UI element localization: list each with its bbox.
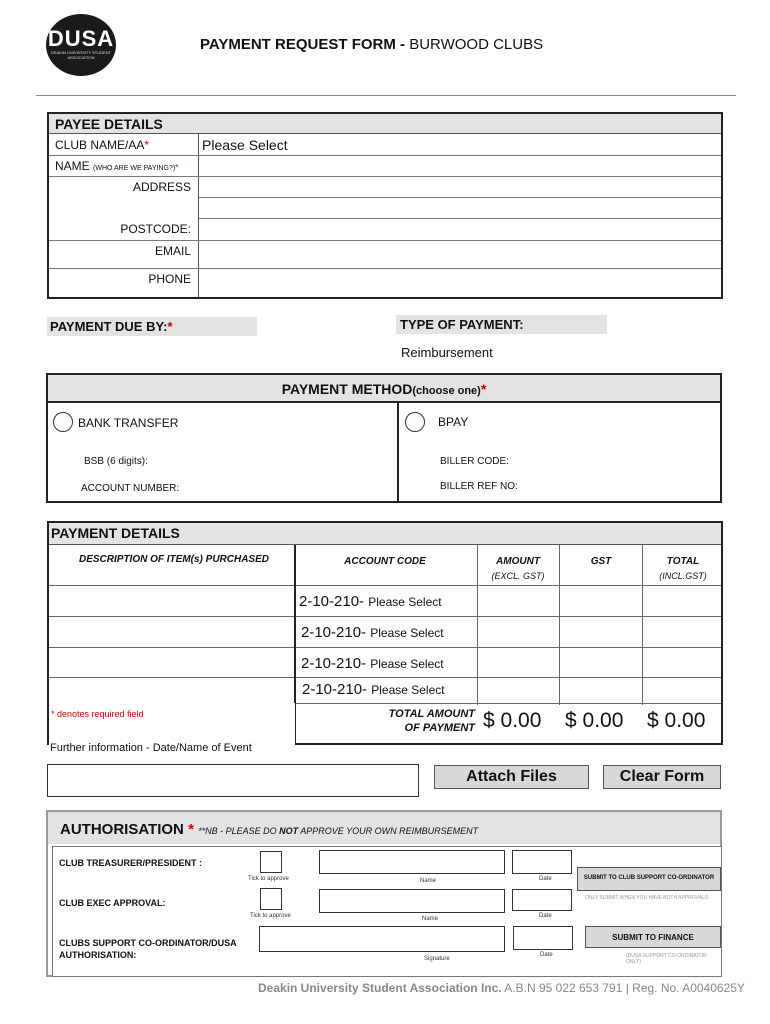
treasurer-label: CLUB TREASURER/PRESIDENT : xyxy=(59,858,203,868)
signature-caption: Signature xyxy=(424,956,450,962)
nb-post: APPROVE YOUR OWN REIMBURSEMENT xyxy=(300,826,479,836)
col-description: DESCRIPTION OF ITEM(s) PURCHASED xyxy=(78,554,269,565)
support-label-line-1: CLUBS SUPPORT CO-ORDINATOR/DUSA xyxy=(59,938,237,948)
email-field[interactable] xyxy=(199,241,721,268)
treasurer-date-field[interactable] xyxy=(512,850,572,874)
dusa-logo xyxy=(46,14,116,76)
grid-line xyxy=(642,545,643,705)
name-label-text: NAME xyxy=(55,159,90,173)
support-label-line-2: AUTHORISATION: xyxy=(59,950,137,960)
code-prefix: 2-10-210- xyxy=(299,593,365,610)
date-caption: Date xyxy=(539,876,552,882)
club-name-label xyxy=(55,138,149,152)
logo-text: DUSA xyxy=(47,26,115,51)
code-prefix: 2-10-210- xyxy=(302,681,368,698)
payee-header: PAYEE DETAILS xyxy=(49,114,721,134)
exec-date-field[interactable] xyxy=(512,889,572,911)
submit-finance-note: (DUSA SUPPORT CO-ORDINATOR ONLY) xyxy=(626,953,707,965)
nb-pre: **NB - PLEASE DO xyxy=(198,826,277,836)
payment-method-section xyxy=(46,373,722,503)
logo-subtext: DEAKIN UNIVERSITY STUDENT ASSOCIATION xyxy=(51,50,111,60)
grid-line xyxy=(49,585,721,586)
footer-abn: A.B.N 95 022 653 791 | Reg. No. A0040625Y xyxy=(504,981,745,995)
bpay-radio[interactable] xyxy=(405,412,425,432)
col-account-code: ACCOUNT CODE xyxy=(344,556,426,567)
submit-coordinator-note: ONLY SUBMIT WHEN YOU HAVE BOTH APPROVALS xyxy=(585,895,709,901)
account-code-2[interactable] xyxy=(301,624,444,641)
total-amount-value: $ 0.00 xyxy=(483,709,542,732)
club-name-label-text: CLUB NAME/AA xyxy=(55,138,145,152)
bsb-label: BSB (6 digits): xyxy=(84,456,148,467)
club-name-select[interactable]: Please Select xyxy=(202,137,288,153)
footer xyxy=(258,981,745,995)
col-gst: GST xyxy=(590,556,612,567)
col-amount: AMOUNT xyxy=(496,556,540,567)
description-field-2[interactable] xyxy=(51,618,293,646)
code-prefix: 2-10-210- xyxy=(301,655,367,672)
payment-due-by-field[interactable] xyxy=(47,317,257,336)
support-label xyxy=(59,937,237,961)
auth-nb xyxy=(198,826,478,836)
required-mark: * xyxy=(167,319,173,334)
treasurer-name-field[interactable] xyxy=(319,850,505,874)
tick-label: Tick to approve xyxy=(250,913,291,919)
description-field-3[interactable] xyxy=(51,649,293,676)
authorisation-title: AUTHORISATION xyxy=(60,821,184,838)
authorisation-section xyxy=(46,810,722,977)
biller-ref-label: BILLER REF NO: xyxy=(440,481,518,492)
further-info-label: Further information - Date/Name of Event xyxy=(50,742,252,754)
support-date-field[interactable] xyxy=(513,926,573,950)
total-label xyxy=(349,707,475,735)
footer-org: Deakin University Student Association Inc. xyxy=(258,981,502,995)
treasurer-approve-checkbox[interactable] xyxy=(260,851,282,873)
grid-line xyxy=(49,647,721,648)
required-mark: * xyxy=(175,163,179,172)
email-label: EMAIL xyxy=(154,244,191,258)
description-field-1[interactable] xyxy=(51,587,293,615)
grid-line xyxy=(49,616,721,617)
exec-name-field[interactable] xyxy=(319,889,505,913)
bank-transfer-label: BANK TRANSFER xyxy=(78,416,179,430)
authorisation-header xyxy=(48,812,720,844)
clear-form-button[interactable]: Clear Form xyxy=(603,765,721,789)
total-total-value: $ 0.00 xyxy=(647,709,706,732)
tick-label: Tick to approve xyxy=(248,876,289,882)
address-label: ADDRESS xyxy=(132,180,191,194)
address-line-2-field[interactable] xyxy=(199,198,721,218)
grid-line xyxy=(477,545,478,705)
account-number-label: ACCOUNT NUMBER: xyxy=(81,483,180,494)
payment-method-hint: (choose one) xyxy=(412,385,481,397)
type-of-payment-select[interactable]: Reimbursement xyxy=(401,345,493,360)
biller-code-label: BILLER CODE: xyxy=(440,456,509,467)
code-select[interactable]: Please Select xyxy=(371,683,445,697)
code-select[interactable]: Please Select xyxy=(370,657,444,671)
grid-line xyxy=(559,545,560,705)
account-code-4[interactable] xyxy=(302,681,445,698)
exec-approval-label: CLUB EXEC APPROVAL: xyxy=(59,898,166,908)
col-total-sub: (INCL.GST) xyxy=(659,571,707,581)
support-signature-field[interactable] xyxy=(259,926,505,952)
code-prefix: 2-10-210- xyxy=(301,624,367,641)
type-of-payment-label: TYPE OF PAYMENT: xyxy=(396,315,607,334)
payment-method-title: PAYMENT METHOD xyxy=(281,381,413,397)
required-mark: * xyxy=(144,138,150,152)
header-divider xyxy=(36,95,736,96)
total-gst-value: $ 0.00 xyxy=(565,709,624,732)
postcode-field[interactable] xyxy=(199,219,721,239)
col-total: TOTAL xyxy=(666,556,700,567)
name-caption: Name xyxy=(422,916,439,922)
date-caption: Date xyxy=(540,952,553,958)
submit-to-finance-button[interactable]: SUBMIT TO FINANCE xyxy=(585,926,721,948)
name-hint: (WHO ARE WE PAYING?) xyxy=(93,165,176,172)
exec-approve-checkbox[interactable] xyxy=(260,888,282,910)
total-label-line-2: OF PAYMENT xyxy=(404,722,475,734)
account-code-1[interactable] xyxy=(299,593,442,610)
nb-not: NOT xyxy=(279,826,299,836)
name-field[interactable] xyxy=(199,156,721,176)
grid-line xyxy=(49,677,721,678)
name-caption: Name xyxy=(420,878,437,884)
required-mark: * xyxy=(188,821,194,838)
payee-details-section xyxy=(47,112,723,299)
date-caption: Date xyxy=(539,913,552,919)
postcode-label: POSTCODE: xyxy=(120,222,191,236)
code-select[interactable]: Please Select xyxy=(368,595,442,609)
address-line-1-field[interactable] xyxy=(199,177,721,197)
payment-details-header: PAYMENT DETAILS xyxy=(49,523,721,545)
method-divider xyxy=(397,403,399,501)
bank-transfer-radio[interactable] xyxy=(53,412,73,432)
payment-details-section xyxy=(47,521,723,745)
page-title xyxy=(200,36,543,53)
authorisation-body xyxy=(52,846,722,977)
payment-due-label: PAYMENT DUE BY: xyxy=(50,319,168,334)
name-label xyxy=(55,159,178,173)
bpay-label: BPAY xyxy=(438,415,469,429)
title-bold: PAYMENT REQUEST FORM - xyxy=(200,36,406,53)
required-note: * denotes required field xyxy=(51,709,144,719)
attach-files-button[interactable]: Attach Files xyxy=(434,765,589,789)
account-code-3[interactable] xyxy=(301,655,444,672)
title-rest: BURWOOD CLUBS xyxy=(409,36,544,53)
further-info-field[interactable] xyxy=(47,764,419,797)
submit-to-coordinator-button[interactable]: SUBMIT TO CLUB SUPPORT CO-ORDINATOR xyxy=(577,867,721,891)
phone-label: PHONE xyxy=(148,272,191,286)
phone-field[interactable] xyxy=(199,269,721,297)
payment-method-header xyxy=(48,375,720,403)
total-label-line-1: TOTAL AMOUNT xyxy=(388,708,475,720)
description-field-4[interactable] xyxy=(51,679,293,702)
col-amount-sub: (EXCL. GST) xyxy=(491,571,545,581)
code-select[interactable]: Please Select xyxy=(370,626,444,640)
required-mark: * xyxy=(480,381,487,397)
